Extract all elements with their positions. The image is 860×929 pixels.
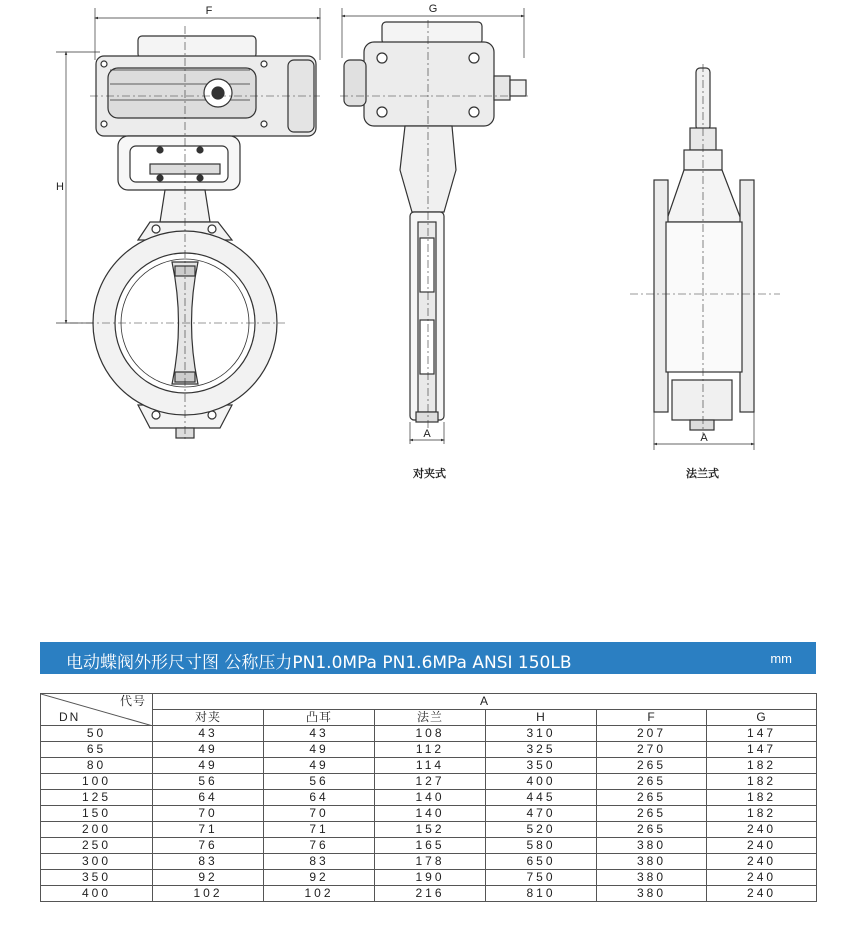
- table-cell: 470: [486, 806, 597, 822]
- table-title: 电动蝶阀外形尺寸图 公称压力PN1.0MPa PN1.6MPa ANSI 150LB: [66, 653, 572, 673]
- table-title-bar: [40, 642, 816, 674]
- table-row: [41, 742, 817, 758]
- table-cell: 240: [707, 854, 817, 870]
- dimension-table: [40, 693, 817, 902]
- table-cell: 49: [153, 742, 264, 758]
- table-cell: 182: [707, 758, 817, 774]
- table-cell: 380: [597, 838, 707, 854]
- table-cell: 182: [707, 774, 817, 790]
- dn-cell: 125: [41, 790, 153, 806]
- table-cell: 140: [375, 790, 486, 806]
- table-cell: 240: [707, 838, 817, 854]
- table-cell: 265: [597, 758, 707, 774]
- dim-label-h: H: [56, 181, 64, 193]
- side-view-flange: [630, 64, 780, 450]
- corner-top-label: 代号: [119, 694, 146, 708]
- col-header: H: [486, 710, 597, 726]
- col-header: 对夹: [153, 710, 264, 726]
- table-cell: 810: [486, 886, 597, 902]
- table-cell: 70: [264, 806, 375, 822]
- table-cell: 64: [264, 790, 375, 806]
- front-view: [56, 8, 320, 440]
- table-cell: 520: [486, 822, 597, 838]
- table-cell: 152: [375, 822, 486, 838]
- table-cell: 114: [375, 758, 486, 774]
- table-cell: 240: [707, 886, 817, 902]
- table-cell: 70: [153, 806, 264, 822]
- table-cell: 108: [375, 726, 486, 742]
- table-cell: 380: [597, 870, 707, 886]
- table-row: [41, 726, 817, 742]
- dn-cell: 300: [41, 854, 153, 870]
- table-cell: 240: [707, 822, 817, 838]
- table-row: [41, 774, 817, 790]
- dn-cell: 400: [41, 886, 153, 902]
- table-header-row-1: [41, 694, 817, 710]
- table-cell: 92: [153, 870, 264, 886]
- dn-cell: 250: [41, 838, 153, 854]
- group-header-a: A: [153, 694, 817, 710]
- table-cell: 750: [486, 870, 597, 886]
- dim-label-f: F: [205, 5, 213, 17]
- table-cell: 350: [486, 758, 597, 774]
- table-unit: mm: [770, 651, 792, 666]
- table-row: [41, 806, 817, 822]
- table-cell: 580: [486, 838, 597, 854]
- table-cell: 71: [153, 822, 264, 838]
- table-cell: 83: [264, 854, 375, 870]
- dn-cell: 350: [41, 870, 153, 886]
- table-cell: 650: [486, 854, 597, 870]
- table-cell: 265: [597, 822, 707, 838]
- table-cell: 147: [707, 726, 817, 742]
- table-cell: 49: [264, 742, 375, 758]
- table-body: [41, 726, 817, 902]
- table-cell: 207: [597, 726, 707, 742]
- table-cell: 76: [264, 838, 375, 854]
- table-cell: 380: [597, 854, 707, 870]
- table-row: [41, 854, 817, 870]
- table-cell: 445: [486, 790, 597, 806]
- col-header: G: [707, 710, 817, 726]
- table-cell: 165: [375, 838, 486, 854]
- table-cell: 147: [707, 742, 817, 758]
- table-cell: 178: [375, 854, 486, 870]
- dim-label-g: G: [428, 3, 438, 15]
- dim-label-a-wafer: A: [423, 428, 431, 440]
- table-row: [41, 886, 817, 902]
- dn-cell: 100: [41, 774, 153, 790]
- table-cell: 83: [153, 854, 264, 870]
- table-row: [41, 790, 817, 806]
- col-header: 凸耳: [264, 710, 375, 726]
- table-cell: 56: [264, 774, 375, 790]
- table-cell: 325: [486, 742, 597, 758]
- table-cell: 43: [264, 726, 375, 742]
- table-cell: 49: [264, 758, 375, 774]
- table-header-row-2: [41, 710, 817, 726]
- table-cell: 310: [486, 726, 597, 742]
- table-cell: 240: [707, 870, 817, 886]
- table-cell: 92: [264, 870, 375, 886]
- dn-cell: 80: [41, 758, 153, 774]
- table-cell: 182: [707, 806, 817, 822]
- dn-cell: 150: [41, 806, 153, 822]
- table-cell: 190: [375, 870, 486, 886]
- table-row: [41, 838, 817, 854]
- caption-flange: 法兰式: [686, 467, 719, 480]
- side-view-wafer: [340, 8, 528, 444]
- table-cell: 76: [153, 838, 264, 854]
- table-cell: 43: [153, 726, 264, 742]
- table-row: [41, 870, 817, 886]
- table-cell: 216: [375, 886, 486, 902]
- dn-cell: 50: [41, 726, 153, 742]
- dn-cell: 200: [41, 822, 153, 838]
- table-cell: 265: [597, 774, 707, 790]
- col-header: 法兰: [375, 710, 486, 726]
- corner-bottom-label: DN: [59, 710, 81, 724]
- table-cell: 400: [486, 774, 597, 790]
- table-cell: 112: [375, 742, 486, 758]
- table-cell: 270: [597, 742, 707, 758]
- caption-wafer: 对夹式: [413, 467, 446, 480]
- table-cell: 265: [597, 806, 707, 822]
- col-header: F: [597, 710, 707, 726]
- table-row: [41, 758, 817, 774]
- table-cell: 64: [153, 790, 264, 806]
- corner-cell: [41, 694, 153, 726]
- table-cell: 140: [375, 806, 486, 822]
- table-cell: 182: [707, 790, 817, 806]
- table-cell: 71: [264, 822, 375, 838]
- table-cell: 380: [597, 886, 707, 902]
- table-cell: 102: [264, 886, 375, 902]
- dim-label-a-flange: A: [700, 432, 708, 444]
- table-row: [41, 822, 817, 838]
- table-cell: 265: [597, 790, 707, 806]
- table-cell: 49: [153, 758, 264, 774]
- table-cell: 127: [375, 774, 486, 790]
- table-cell: 102: [153, 886, 264, 902]
- table-cell: 56: [153, 774, 264, 790]
- dn-cell: 65: [41, 742, 153, 758]
